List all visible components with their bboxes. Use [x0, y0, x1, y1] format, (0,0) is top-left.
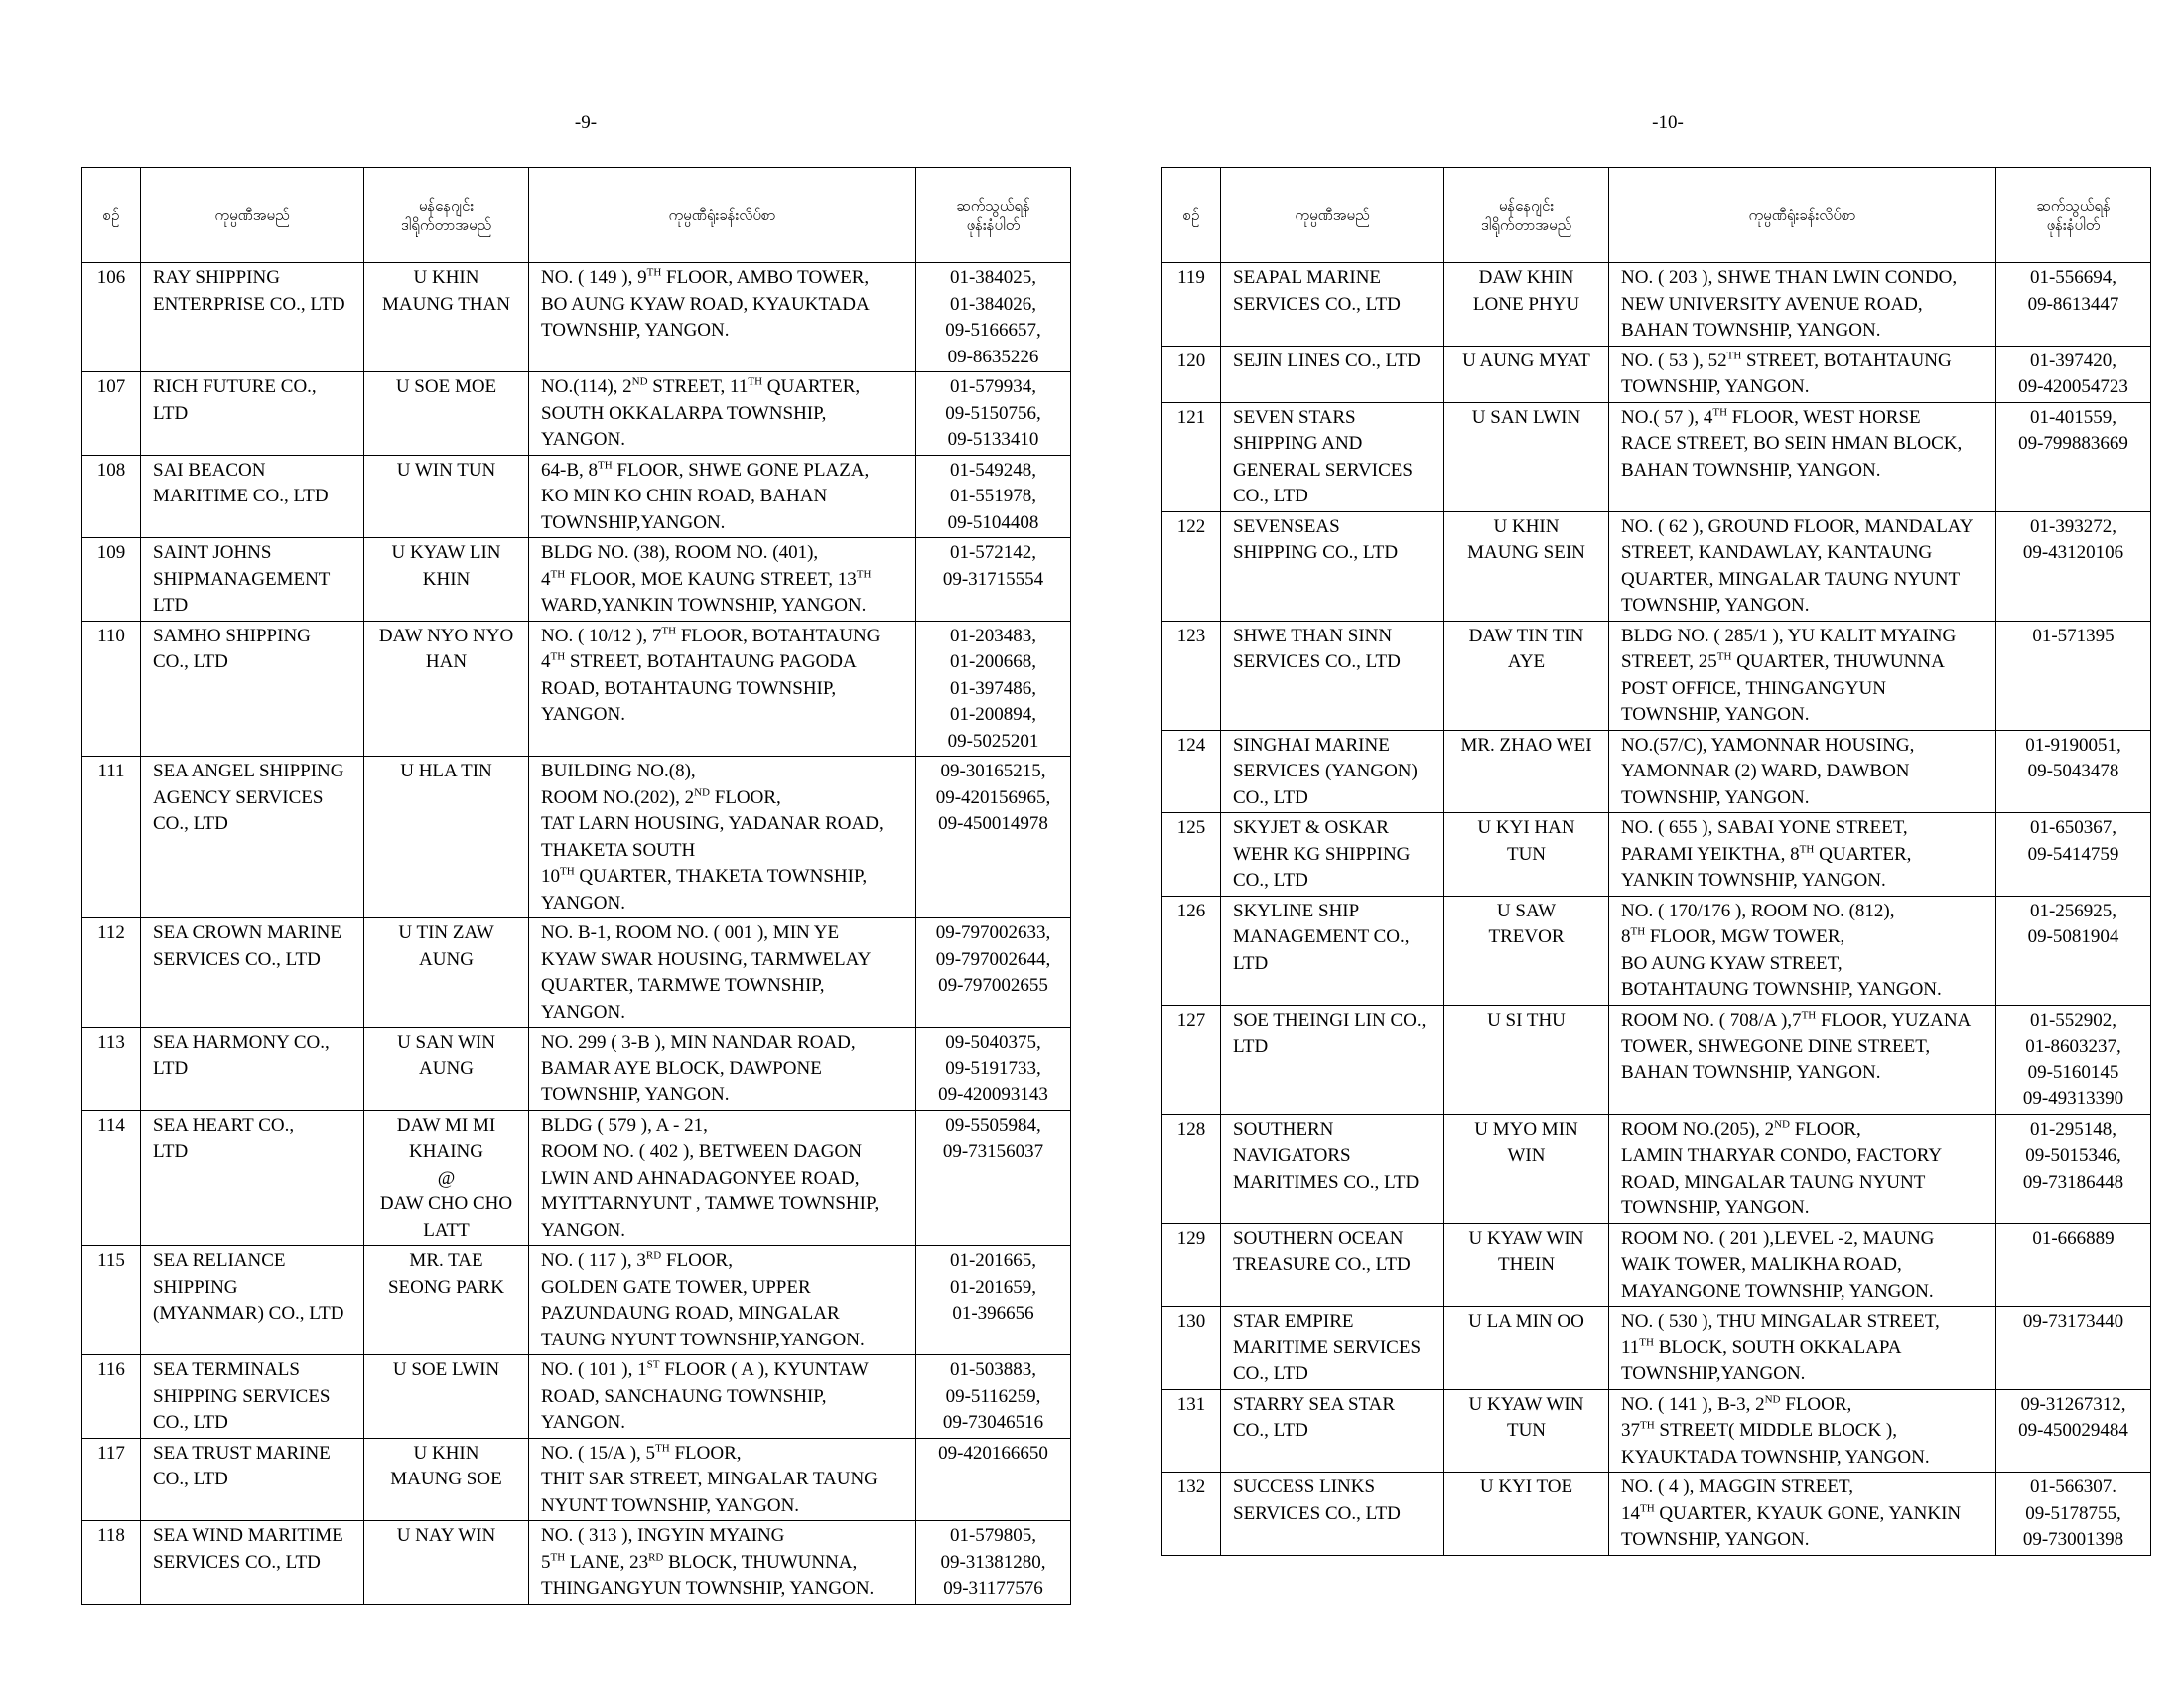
director-name-cell: U KYAW LIN KHIN	[364, 538, 529, 622]
director-name-cell: U KYI HAN TUN	[1444, 813, 1609, 897]
phone-cell: 01-503883, 09-5116259, 09-73046516	[916, 1355, 1071, 1439]
serial-cell: 106	[82, 263, 141, 372]
phone-cell: 09-797002633, 09-797002644, 09-797002655	[916, 918, 1071, 1028]
company-name-cell: SEJIN LINES CO., LTD	[1221, 346, 1444, 402]
director-name-cell: MR. TAE SEONG PARK	[364, 1246, 529, 1355]
address-cell: NO.(114), 2ND STREET, 11TH QUARTER, SOUTH OKKALARPA TOWNSHIP, YANGON.	[529, 372, 916, 456]
table-row	[1162, 1005, 2151, 1114]
table-row	[82, 757, 1071, 918]
company-name-cell: RICH FUTURE CO., LTD	[141, 372, 364, 456]
serial-cell: 128	[1162, 1114, 1221, 1223]
address-cell: NO. ( 530 ), THU MINGALAR STREET, 11TH BLOCK, SOUTH OKKALAPA TOWNSHIP,YANGON.	[1609, 1307, 1996, 1390]
company-name-cell: STAR EMPIRE MARITIME SERVICES CO., LTD	[1221, 1307, 1444, 1390]
phone-cell: 01-650367, 09-5414759	[1996, 813, 2151, 897]
director-name-cell: U MYO MIN WIN	[1444, 1114, 1609, 1223]
serial-cell: 126	[1162, 896, 1221, 1005]
address-cell: NO. ( 101 ), 1ST FLOOR ( A ), KYUNTAW ROAD, SANCHAUNG TOWNSHIP, YANGON.	[529, 1355, 916, 1439]
serial-cell: 113	[82, 1028, 141, 1111]
table-row	[82, 1246, 1071, 1355]
serial-cell: 111	[82, 757, 141, 918]
director-name-cell: U SI THU	[1444, 1005, 1609, 1114]
company-name-cell: SKYLINE SHIP MANAGEMENT CO., LTD	[1221, 896, 1444, 1005]
table-row	[1162, 402, 2151, 511]
director-name-cell: U SAN LWIN	[1444, 402, 1609, 511]
serial-cell: 120	[1162, 346, 1221, 402]
serial-cell: 118	[82, 1521, 141, 1605]
header-address: ကုမ္ပဏီရုံးခန်းလိပ်စာ	[1609, 168, 1996, 263]
company-name-cell: SAI BEACON MARITIME CO., LTD	[141, 455, 364, 538]
serial-cell: 123	[1162, 621, 1221, 730]
director-name-cell: MR. ZHAO WEI	[1444, 730, 1609, 813]
header-director: မန်နေဂျင်း ဒါရိုက်တာအမည်	[1444, 168, 1609, 263]
table-row	[82, 918, 1071, 1028]
director-name-cell: U NAY WIN	[364, 1521, 529, 1605]
company-name-cell: STARRY SEA STAR CO., LTD	[1221, 1389, 1444, 1473]
table-row	[1162, 896, 2151, 1005]
company-name-cell: SEA TERMINALS SHIPPING SERVICES CO., LTD	[141, 1355, 364, 1439]
company-name-cell: SHWE THAN SINN SERVICES CO., LTD	[1221, 621, 1444, 730]
company-name-cell: SKYJET & OSKAR WEHR KG SHIPPING CO., LTD	[1221, 813, 1444, 897]
address-cell: NO. ( 149 ), 9TH FLOOR, AMBO TOWER, BO AUNG KYAW ROAD, KYAUKTADA TOWNSHIP, YANGON.	[529, 263, 916, 372]
phone-cell: 01-552902, 01-8603237, 09-5160145 09-49313390	[1996, 1005, 2151, 1114]
director-name-cell: U SAW TREVOR	[1444, 896, 1609, 1005]
header-phone: ဆက်သွယ်ရန် ဖုန်းနံပါတ်	[1996, 168, 2151, 263]
address-cell: NO. ( 313 ), INGYIN MYAING 5TH LANE, 23RD BLOCK, THUWUNNA, THINGANGYUN TOWNSHIP, YANGON.	[529, 1521, 916, 1605]
serial-cell: 131	[1162, 1389, 1221, 1473]
serial-cell: 117	[82, 1438, 141, 1521]
phone-cell: 01-579934, 09-5150756, 09-5133410	[916, 372, 1071, 456]
address-cell: NO. 299 ( 3-B ), MIN NANDAR ROAD, BAMAR AYE BLOCK, DAWPONE TOWNSHIP, YANGON.	[529, 1028, 916, 1111]
serial-cell: 114	[82, 1110, 141, 1246]
address-cell: NO. ( 62 ), GROUND FLOOR, MANDALAY STREET, KANDAWLAY, KANTAUNG QUARTER, MINGALAR TAUNG NYUNT TOWNSHIP, YANGON.	[1609, 511, 1996, 621]
phone-cell: 01-556694, 09-8613447	[1996, 263, 2151, 347]
phone-cell: 01-256925, 09-5081904	[1996, 896, 2151, 1005]
director-name-cell: U KHIN MAUNG SOE	[364, 1438, 529, 1521]
serial-cell: 121	[1162, 402, 1221, 511]
director-name-cell: U SOE MOE	[364, 372, 529, 456]
company-name-cell: SOUTHERN NAVIGATORS MARITIMES CO., LTD	[1221, 1114, 1444, 1223]
company-name-cell: SINGHAI MARINE SERVICES (YANGON) CO., LTD	[1221, 730, 1444, 813]
serial-cell: 116	[82, 1355, 141, 1439]
address-cell: 64-B, 8TH FLOOR, SHWE GONE PLAZA, KO MIN KO CHIN ROAD, BAHAN TOWNSHIP,YANGON.	[529, 455, 916, 538]
header-phone: ဆက်သွယ်ရန် ဖုန်းနံပါတ်	[916, 168, 1071, 263]
serial-cell: 108	[82, 455, 141, 538]
address-cell: BLDG NO. ( 285/1 ), YU KALIT MYAING STREET, 25TH QUARTER, THUWUNNA POST OFFICE, THINGANGYUN TOWNSHIP, YANGON.	[1609, 621, 1996, 730]
table-row	[1162, 511, 2151, 621]
page-number: -10-	[1652, 112, 1684, 133]
address-cell: BLDG NO. (38), ROOM NO. (401), 4TH FLOOR, MOE KAUNG STREET, 13TH WARD,YANKIN TOWNSHIP, YANGON.	[529, 538, 916, 622]
phone-cell: 01-203483, 01-200668, 01-397486, 01-200894, 09-5025201	[916, 621, 1071, 757]
address-cell: BLDG ( 579 ), A - 21, ROOM NO. ( 402 ), BETWEEN DAGON LWIN AND AHNADAGONYEE ROAD, MYITTARNYUNT , TAMWE TOWNSHIP, YANGON.	[529, 1110, 916, 1246]
director-name-cell: U KYI TOE	[1444, 1473, 1609, 1556]
page-number: -9-	[574, 112, 598, 133]
table-row	[82, 1521, 1071, 1605]
company-name-cell: SEVEN STARS SHIPPING AND GENERAL SERVICES CO., LTD	[1221, 402, 1444, 511]
director-name-cell: U SAN WIN AUNG	[364, 1028, 529, 1111]
phone-cell: 09-5505984, 09-73156037	[916, 1110, 1071, 1246]
table-header-row	[1162, 168, 2151, 263]
address-cell: NO. ( 117 ), 3RD FLOOR, GOLDEN GATE TOWER, UPPER PAZUNDAUNG ROAD, MINGALAR TAUNG NYUNT TOWNSHIP,YANGON.	[529, 1246, 916, 1355]
phone-cell: 01-201665, 01-201659, 01-396656	[916, 1246, 1071, 1355]
table-row	[82, 621, 1071, 757]
director-name-cell: U AUNG MYAT	[1444, 346, 1609, 402]
company-name-cell: SOUTHERN OCEAN TREASURE CO., LTD	[1221, 1223, 1444, 1307]
table-row	[82, 263, 1071, 372]
serial-cell: 119	[1162, 263, 1221, 347]
phone-cell: 01-9190051, 09-5043478	[1996, 730, 2151, 813]
address-cell: ROOM NO. ( 201 ),LEVEL -2, MAUNG WAIK TOWER, MALIKHA ROAD, MAYANGONE TOWNSHIP, YANGON.	[1609, 1223, 1996, 1307]
serial-cell: 122	[1162, 511, 1221, 621]
phone-cell: 01-571395	[1996, 621, 2151, 730]
phone-cell: 01-549248, 01-551978, 09-5104408	[916, 455, 1071, 538]
table-row	[1162, 813, 2151, 897]
company-name-cell: SEVENSEAS SHIPPING CO., LTD	[1221, 511, 1444, 621]
header-company: ကုမ္ပဏီအမည်	[141, 168, 364, 263]
table-row	[1162, 263, 2151, 347]
address-cell: NO. ( 4 ), MAGGIN STREET, 14TH QUARTER, KYAUK GONE, YANKIN TOWNSHIP, YANGON.	[1609, 1473, 1996, 1556]
table-row	[82, 1028, 1071, 1111]
phone-cell: 09-73173440	[1996, 1307, 2151, 1390]
address-cell: NO. ( 170/176 ), ROOM NO. (812), 8TH FLOOR, MGW TOWER, BO AUNG KYAW STREET, BOTAHTAUNG TOWNSHIP, YANGON.	[1609, 896, 1996, 1005]
serial-cell: 132	[1162, 1473, 1221, 1556]
address-cell: NO. ( 53 ), 52TH STREET, BOTAHTAUNG TOWNSHIP, YANGON.	[1609, 346, 1996, 402]
phone-cell: 01-295148, 09-5015346, 09-73186448	[1996, 1114, 2151, 1223]
table-row	[82, 538, 1071, 622]
phone-cell: 01-401559, 09-799883669	[1996, 402, 2151, 511]
serial-cell: 125	[1162, 813, 1221, 897]
phone-cell: 01-666889	[1996, 1223, 2151, 1307]
table-row	[82, 1110, 1071, 1246]
phone-cell: 01-384025, 01-384026, 09-5166657, 09-8635226	[916, 263, 1071, 372]
company-name-cell: SEA CROWN MARINE SERVICES CO., LTD	[141, 918, 364, 1028]
phone-cell: 01-393272, 09-43120106	[1996, 511, 2151, 621]
header-serial: စဉ်	[82, 168, 141, 263]
company-name-cell: SEA HEART CO., LTD	[141, 1110, 364, 1246]
phone-cell: 01-566307. 09-5178755, 09-73001398	[1996, 1473, 2151, 1556]
table-header-row	[82, 168, 1071, 263]
company-name-cell: SEA WIND MARITIME SERVICES CO., LTD	[141, 1521, 364, 1605]
director-name-cell: DAW TIN TIN AYE	[1444, 621, 1609, 730]
serial-cell: 129	[1162, 1223, 1221, 1307]
serial-cell: 127	[1162, 1005, 1221, 1114]
registry-table	[1161, 167, 2151, 1556]
table-row	[1162, 1473, 2151, 1556]
company-name-cell: SAMHO SHIPPING CO., LTD	[141, 621, 364, 757]
company-name-cell: SAINT JOHNS SHIPMANAGEMENT LTD	[141, 538, 364, 622]
company-name-cell: SEA RELIANCE SHIPPING (MYANMAR) CO., LTD	[141, 1246, 364, 1355]
registry-table	[81, 167, 1071, 1605]
phone-cell: 09-420166650	[916, 1438, 1071, 1521]
table-row	[1162, 1307, 2151, 1390]
table-row	[1162, 1389, 2151, 1473]
address-cell: NO. ( 203 ), SHWE THAN LWIN CONDO, NEW UNIVERSITY AVENUE ROAD, BAHAN TOWNSHIP, YANGON.	[1609, 263, 1996, 347]
phone-cell: 09-31267312, 09-450029484	[1996, 1389, 2151, 1473]
address-cell: ROOM NO.(205), 2ND FLOOR, LAMIN THARYAR CONDO, FACTORY ROAD, MINGALAR TAUNG NYUNT TOWNSHIP, YANGON.	[1609, 1114, 1996, 1223]
director-name-cell: U LA MIN OO	[1444, 1307, 1609, 1390]
table-row	[82, 372, 1071, 456]
table-row	[82, 455, 1071, 538]
phone-cell: 01-397420, 09-420054723	[1996, 346, 2151, 402]
director-name-cell: U KYAW WIN THEIN	[1444, 1223, 1609, 1307]
company-name-cell: SEA ANGEL SHIPPING AGENCY SERVICES CO., LTD	[141, 757, 364, 918]
address-cell: NO. ( 655 ), SABAI YONE STREET, PARAMI YEIKTHA, 8TH QUARTER, YANKIN TOWNSHIP, YANGON.	[1609, 813, 1996, 897]
serial-cell: 112	[82, 918, 141, 1028]
header-company: ကုမ္ပဏီအမည်	[1221, 168, 1444, 263]
serial-cell: 107	[82, 372, 141, 456]
table-row	[82, 1438, 1071, 1521]
address-cell: NO. ( 10/12 ), 7TH FLOOR, BOTAHTAUNG 4TH STREET, BOTAHTAUNG PAGODA ROAD, BOTAHTAUNG TOWNSHIP, YANGON.	[529, 621, 916, 757]
phone-cell: 01-572142, 09-31715554	[916, 538, 1071, 622]
director-name-cell: U KYAW WIN TUN	[1444, 1389, 1609, 1473]
table-row	[1162, 1223, 2151, 1307]
serial-cell: 110	[82, 621, 141, 757]
company-name-cell: SEA TRUST MARINE CO., LTD	[141, 1438, 364, 1521]
header-serial: စဉ်	[1162, 168, 1221, 263]
director-name-cell: U TIN ZAW AUNG	[364, 918, 529, 1028]
address-cell: NO.( 57 ), 4TH FLOOR, WEST HORSE RACE STREET, BO SEIN HMAN BLOCK, BAHAN TOWNSHIP, YANGON.	[1609, 402, 1996, 511]
table-row	[1162, 346, 2151, 402]
serial-cell: 109	[82, 538, 141, 622]
table-row	[1162, 621, 2151, 730]
director-name-cell: U WIN TUN	[364, 455, 529, 538]
header-address: ကုမ္ပဏီရုံးခန်းလိပ်စာ	[529, 168, 916, 263]
address-cell: NO. ( 15/A ), 5TH FLOOR, THIT SAR STREET, MINGALAR TAUNG NYUNT TOWNSHIP, YANGON.	[529, 1438, 916, 1521]
phone-cell: 09-30165215, 09-420156965, 09-450014978	[916, 757, 1071, 918]
serial-cell: 130	[1162, 1307, 1221, 1390]
director-name-cell: U KHIN MAUNG SEIN	[1444, 511, 1609, 621]
table-row	[1162, 730, 2151, 813]
header-director: မန်နေဂျင်း ဒါရိုက်တာအမည်	[364, 168, 529, 263]
director-name-cell: DAW MI MI KHAING @ DAW CHO CHO LATT	[364, 1110, 529, 1246]
phone-cell: 01-579805, 09-31381280, 09-31177576	[916, 1521, 1071, 1605]
address-cell: NO. ( 141 ), B-3, 2ND FLOOR, 37TH STREET( MIDDLE BLOCK ), KYAUKTADA TOWNSHIP, YANGON.	[1609, 1389, 1996, 1473]
company-name-cell: RAY SHIPPING ENTERPRISE CO., LTD	[141, 263, 364, 372]
company-name-cell: SOE THEINGI LIN CO., LTD	[1221, 1005, 1444, 1114]
table-row	[82, 1355, 1071, 1439]
table-row	[1162, 1114, 2151, 1223]
phone-cell: 09-5040375, 09-5191733, 09-420093143	[916, 1028, 1071, 1111]
address-cell: ROOM NO. ( 708/A ),7TH FLOOR, YUZANA TOWER, SHWEGONE DINE STREET, BAHAN TOWNSHIP, YANGON.	[1609, 1005, 1996, 1114]
director-name-cell: DAW NYO NYO HAN	[364, 621, 529, 757]
address-cell: NO.(57/C), YAMONNAR HOUSING, YAMONNAR (2) WARD, DAWBON TOWNSHIP, YANGON.	[1609, 730, 1996, 813]
address-cell: NO. B-1, ROOM NO. ( 001 ), MIN YE KYAW SWAR HOUSING, TARMWELAY QUARTER, TARMWE TOWNSHIP, YANGON.	[529, 918, 916, 1028]
company-name-cell: SEAPAL MARINE SERVICES CO., LTD	[1221, 263, 1444, 347]
director-name-cell: U SOE LWIN	[364, 1355, 529, 1439]
serial-cell: 115	[82, 1246, 141, 1355]
serial-cell: 124	[1162, 730, 1221, 813]
company-name-cell: SUCCESS LINKS SERVICES CO., LTD	[1221, 1473, 1444, 1556]
director-name-cell: U HLA TIN	[364, 757, 529, 918]
company-name-cell: SEA HARMONY CO., LTD	[141, 1028, 364, 1111]
director-name-cell: U KHIN MAUNG THAN	[364, 263, 529, 372]
address-cell: BUILDING NO.(8), ROOM NO.(202), 2ND FLOOR, TAT LARN HOUSING, YADANAR ROAD, THAKETA SOUTH 10TH QUARTER, THAKETA TOWNSHIP, YANGON.	[529, 757, 916, 918]
director-name-cell: DAW KHIN LONE PHYU	[1444, 263, 1609, 347]
